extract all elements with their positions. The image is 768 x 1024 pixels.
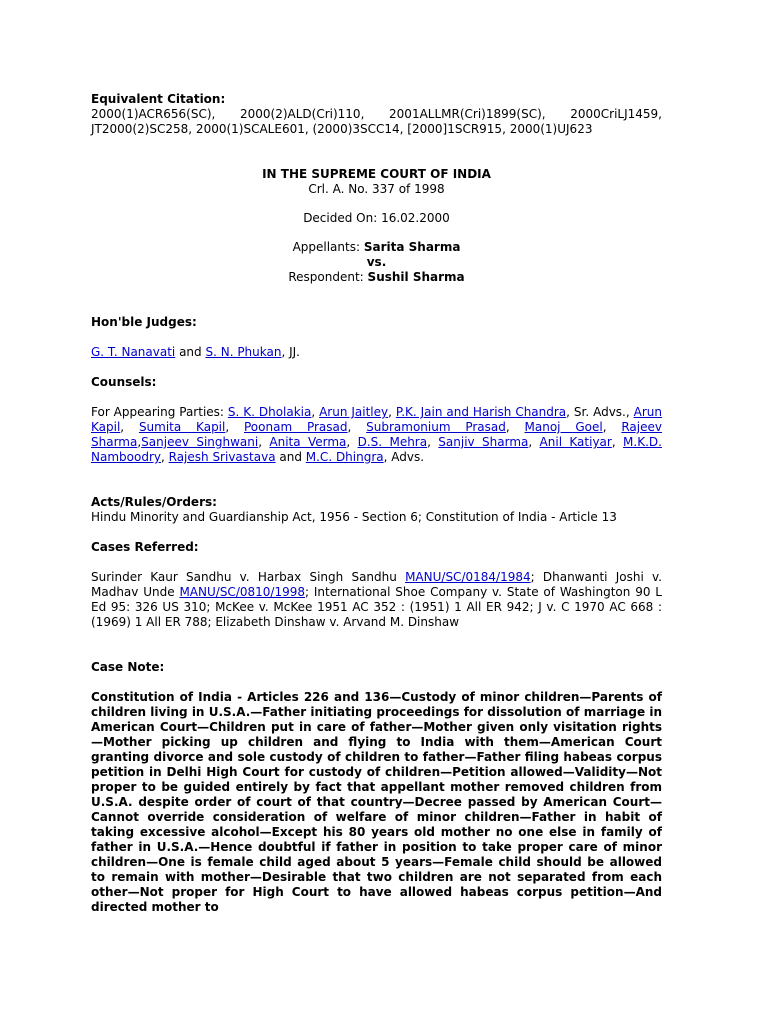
judges-text <box>91 345 662 360</box>
appellants-label: Appellants: <box>292 240 364 254</box>
counsels-and: and <box>275 450 306 464</box>
counsel-link[interactable]: Anita Verma <box>269 435 347 449</box>
case-note-heading: Case Note: <box>91 660 165 674</box>
citation-link[interactable]: MANU/SC/0184/1984 <box>405 570 531 584</box>
counsel-link[interactable]: Anil Katiyar <box>539 435 612 449</box>
versus: vs. <box>366 255 387 269</box>
appellants-name: Sarita Sharma <box>363 240 461 254</box>
counsels-mid: , Sr. Advs., <box>566 405 634 419</box>
equivalent-citation-text: 2000(1)ACR656(SC), 2000(2)ALD(Cri)110, 2001ALLMR(Cri)1899(SC), 2000CriLJ1459, JT2000(2)SC258, 2000(1)SCALE601, (2000)3SCC14, [2000]1SCR915, 2000(1)UJ623 <box>91 107 662 136</box>
counsels-text: For Appearing Parties: S. K. Dholakia, Arun Jaitley, P.K. Jain and Harish Chandra, Sr. Advs., Arun Kapil, Sumita Kapil, Poonam Prasad, Subramonium Prasad, Manoj Goel, Rajeev Sharma,Sanjeev Singhwani, Anita Verma, D.S. Mehra, Sanjiv Sharma, Anil Katiyar, M.K.D. Namboodry, Rajesh Srivastava and M.C. Dhingra, Advs. <box>91 405 662 464</box>
appellants-line <box>91 240 662 255</box>
cases-referred-heading: Cases Referred: <box>91 540 199 554</box>
cases-referred-text <box>91 570 662 630</box>
counsel-link[interactable]: Sanjiv Sharma <box>438 435 529 449</box>
case-number: Crl. A. No. 337 of 1998 <box>308 182 445 196</box>
acts-heading: Acts/Rules/Orders: <box>91 495 217 509</box>
counsel-link[interactable]: S. K. Dholakia <box>227 405 312 419</box>
counsel-link[interactable]: Subramonium Prasad <box>366 420 506 434</box>
court-header <box>91 167 662 285</box>
case-ref-text: Surinder Kaur Sandhu v. Harbax Singh Sandhu <box>91 570 406 584</box>
counsels-end: , Advs. <box>383 450 425 464</box>
equivalent-citation-heading: Equivalent Citation: <box>91 92 226 106</box>
acts-text: Hindu Minority and Guardianship Act, 1956 - Section 6; Constitution of India - Article 13 <box>91 510 617 524</box>
case-ref-text: ; Dhanwanti Joshi v. Madhav Unde <box>91 570 662 599</box>
counsel-link[interactable]: Manoj Goel <box>524 420 603 434</box>
counsel-link[interactable]: Arun Jaitley <box>319 405 389 419</box>
counsel-link[interactable]: Rajesh Srivastava <box>168 450 276 464</box>
counsel-link[interactable]: P.K. Jain and Harish Chandra <box>395 405 567 419</box>
counsels-heading: Counsels: <box>91 375 157 389</box>
respondent-line <box>91 270 662 285</box>
counsel-link[interactable]: D.S. Mehra <box>357 435 428 449</box>
respondent-label: Respondent: <box>288 270 368 284</box>
respondent-name: Sushil Sharma <box>367 270 465 284</box>
judges-and: and <box>175 345 206 359</box>
counsel-link[interactable]: Poonam Prasad <box>244 420 348 434</box>
case-ref-text: ; International Shoe Company v. State of Washington 90 L Ed 95: 326 US 310; McKee v. McKee 1951 AC 352 : (1951) 1 All ER 942; J v. C 1970 AC 668 : (1969) 1 All ER 788; Elizabeth Dinshaw v. Arvand M. Dinshaw <box>91 585 662 629</box>
counsel-link[interactable]: Rajeev Sharma <box>91 420 662 449</box>
counsel-link[interactable]: Sumita Kapil <box>138 420 226 434</box>
judges-suffix: , JJ. <box>281 345 300 359</box>
judge-link[interactable]: S. N. Phukan <box>205 345 282 359</box>
court-name: IN THE SUPREME COURT OF INDIA <box>262 167 491 181</box>
counsel-link[interactable]: Arun Kapil <box>91 405 662 434</box>
counsel-link[interactable]: Sanjeev Singhwani <box>141 435 259 449</box>
decided-on: Decided On: 16.02.2000 <box>303 211 450 225</box>
judges-heading: Hon'ble Judges: <box>91 315 197 329</box>
counsel-link[interactable]: M.C. Dhingra <box>305 450 384 464</box>
citation-link[interactable]: MANU/SC/0810/1998 <box>179 585 305 599</box>
judge-link[interactable]: G. T. Nanavati <box>91 345 176 359</box>
counsel-link[interactable]: M.K.D. Namboodry <box>91 435 662 464</box>
case-note-text: Constitution of India - Articles 226 and 136—Custody of minor children—Parents of children living in U.S.A.—Father initiating proceedings for dissolution of marriage in American Court—Children put in care of father—Mother given only visitation rights—Mother picking up children and flying to India with them—American Court granting divorce and sole custody of children to father—Father filing habeas corpus petition in Delhi High Court for custody of children—Petition allowed—Validity—Not proper to be guided entirely by fact that appellant mother removed children from U.S.A. despite order of court of that country—Decree passed by American Court—Cannot override consideration of welfare of minor children—Father in habit of taking excessive alcohol—Except his 80 years old mother no one else in family of father in U.S.A.—Hence doubtful if father in position to take proper care of minor children—One is female child aged about 5 years—Female child should be allowed to remain with mother—Desirable that two children are not separated from each other—Not proper for High Court to have allowed habeas corpus petition—And directed mother to <box>91 690 662 914</box>
document-page <box>91 92 662 915</box>
counsels-intro: For Appearing Parties: <box>91 405 228 419</box>
